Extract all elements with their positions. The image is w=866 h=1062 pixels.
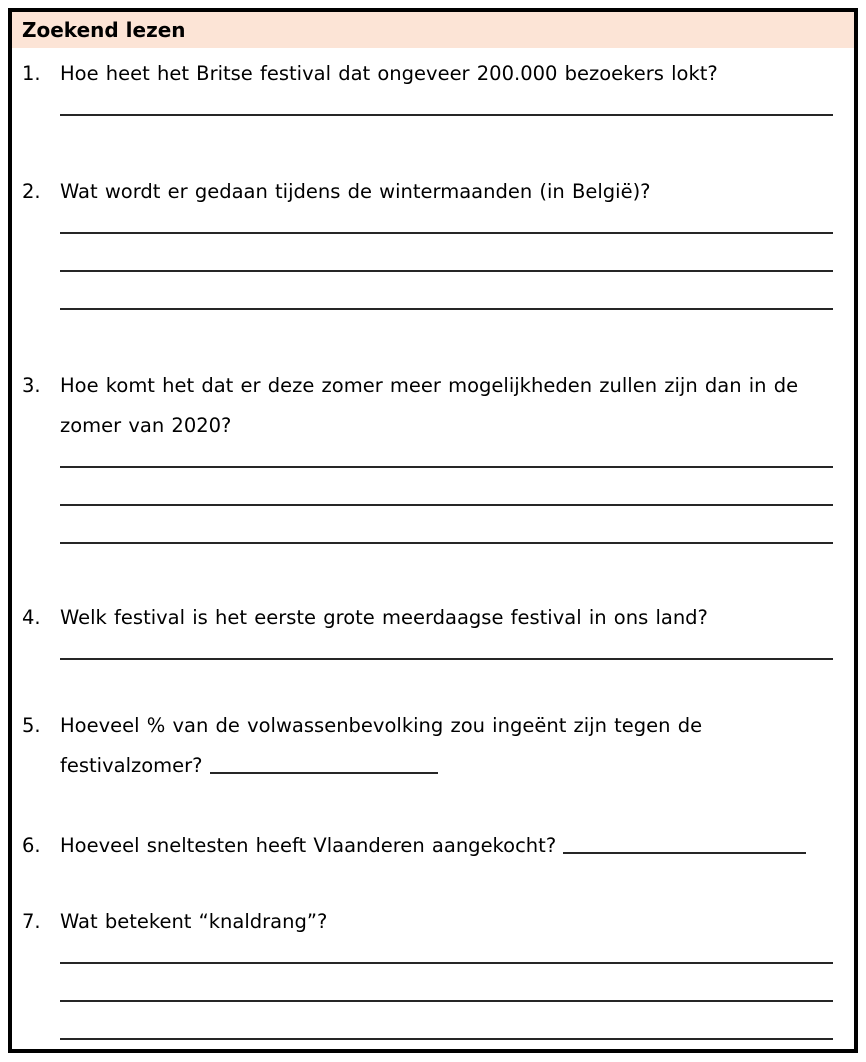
question-row	[22, 366, 833, 544]
question-number: 4.	[22, 606, 41, 629]
answer-lines	[60, 196, 833, 310]
page-title: Zoekend lezen	[22, 18, 186, 42]
answer-line	[60, 506, 833, 544]
header-bar	[12, 12, 854, 48]
answer-line	[60, 272, 833, 310]
answer-lines	[60, 430, 833, 544]
question-row	[22, 902, 833, 1040]
question-body	[60, 902, 833, 1040]
question-number: 6.	[22, 834, 41, 857]
question-body	[60, 706, 833, 786]
question-text-label: Hoeveel sneltesten heeft Vlaanderen aangekocht?	[60, 834, 557, 857]
question-row	[22, 826, 833, 866]
page-border-frame	[8, 8, 858, 1053]
question-text-label: Hoe komt het dat er deze zomer meer mogelijkheden zullen zijn dan in de zomer van 2020?	[60, 374, 799, 437]
question-row	[22, 598, 833, 660]
question-body	[60, 598, 833, 660]
question-row	[22, 172, 833, 310]
inline-answer-blank	[210, 754, 438, 774]
answer-line	[60, 234, 833, 272]
question-text	[60, 706, 833, 786]
question-text-label: Hoeveel % van de volwassenbevolking zou ingeënt zijn tegen de festivalzomer?	[60, 714, 703, 777]
question-number: 5.	[22, 714, 41, 737]
question-row	[22, 706, 833, 786]
question-row	[22, 54, 833, 116]
answer-lines	[60, 926, 833, 1040]
question-number: 3.	[22, 374, 41, 397]
answer-line	[60, 1002, 833, 1040]
question-body	[60, 826, 833, 866]
question-body	[60, 366, 833, 544]
question-body	[60, 172, 833, 310]
question-text-label: Hoe heet het Britse festival dat ongeveer 200.000 bezoekers lokt?	[60, 62, 718, 85]
question-number: 2.	[22, 180, 41, 203]
question-text-label: Wat wordt er gedaan tijdens de wintermaanden (in België)?	[60, 180, 651, 203]
questions-list	[12, 54, 854, 1040]
question-text-label: Wat betekent “knaldrang”?	[60, 910, 328, 933]
question-text-label: Welk festival is het eerste grote meerdaagse festival in ons land?	[60, 606, 708, 629]
inline-answer-blank	[563, 834, 806, 854]
question-text	[60, 54, 833, 94]
answer-line	[60, 468, 833, 506]
question-number: 1.	[22, 62, 41, 85]
question-body	[60, 54, 833, 116]
question-number: 7.	[22, 910, 41, 933]
question-text	[60, 826, 833, 866]
answer-line	[60, 964, 833, 1002]
